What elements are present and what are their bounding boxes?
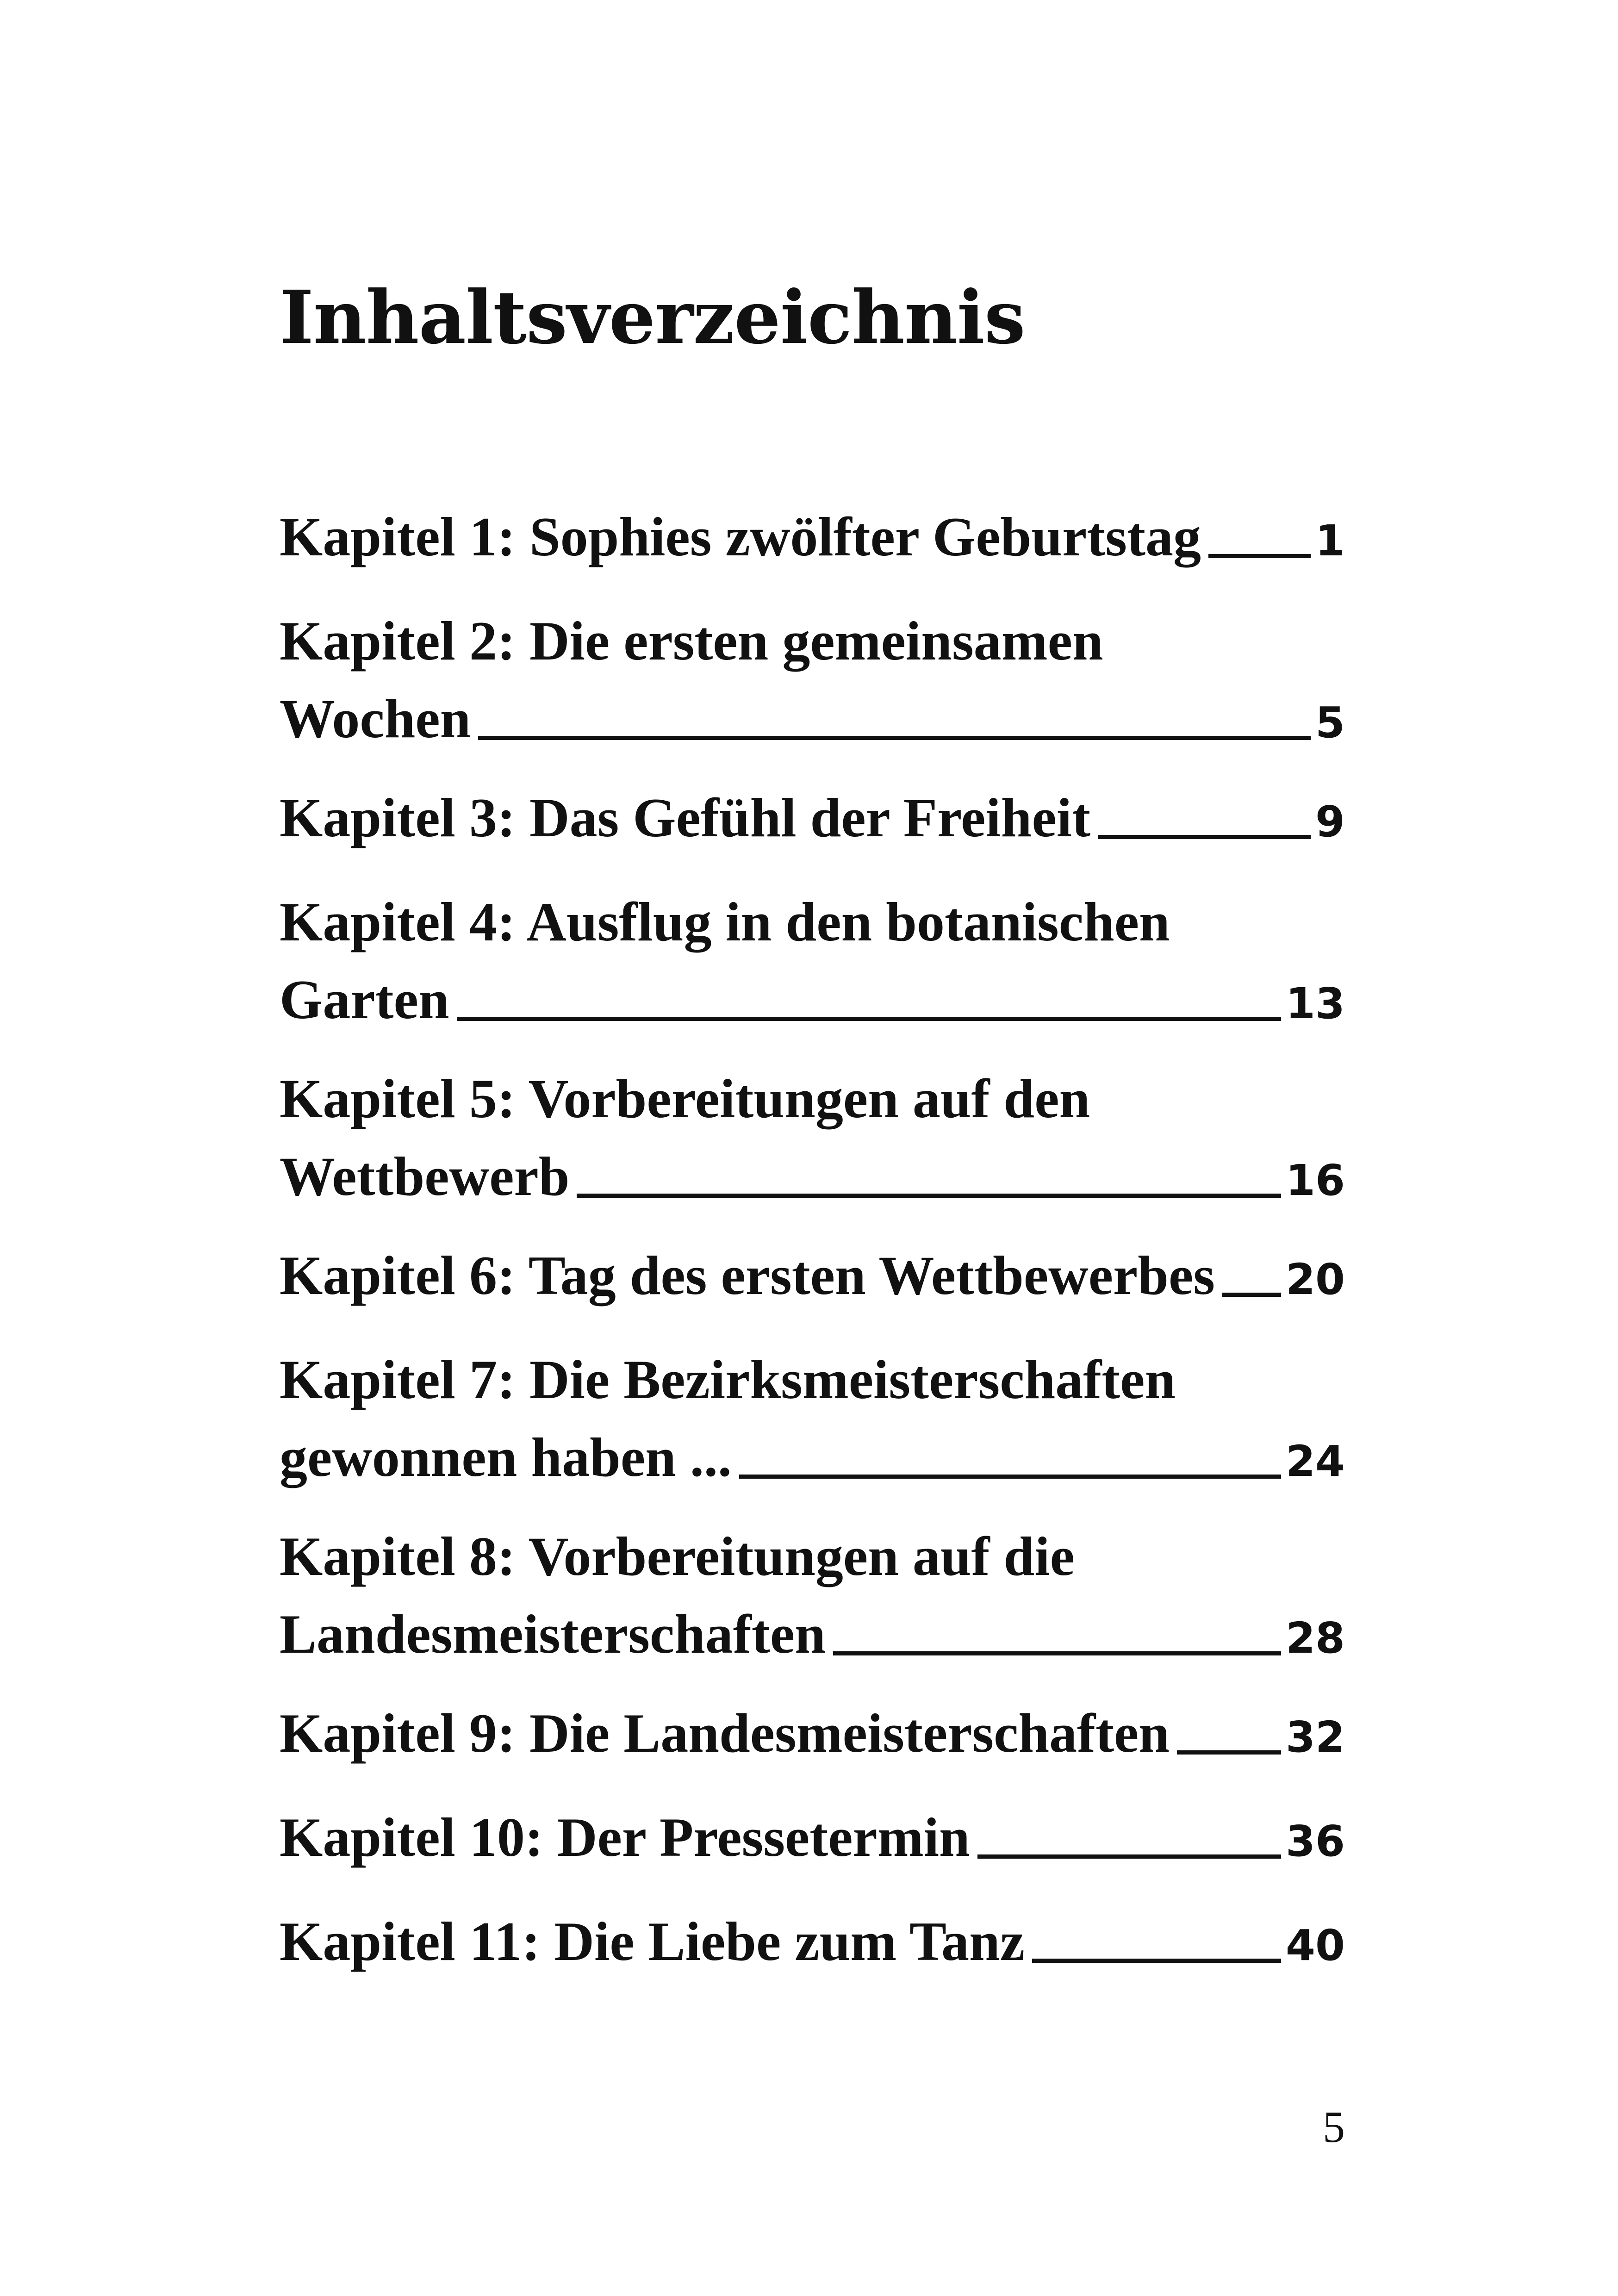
- toc-entry-3: [280, 762, 1345, 866]
- toc-entry-label: Kapitel 1: Sophies zwölfter Geburtstag: [280, 506, 1201, 567]
- toc-entry-11: [280, 1886, 1345, 1990]
- toc-entry-9: [280, 1678, 1345, 1782]
- toc-entry-label: Kapitel 6: Tag des ersten Wettbewerbes: [280, 1244, 1215, 1306]
- toc-entry-10: [280, 1782, 1345, 1886]
- toc-page-number: 9: [1315, 797, 1345, 846]
- toc-entry-label-continued: Garten: [280, 969, 449, 1030]
- toc-page-number: 24: [1285, 1437, 1345, 1486]
- toc-entry-7: [280, 1324, 1345, 1501]
- toc-entry-4: [280, 866, 1345, 1043]
- toc-leader-line: [1032, 1959, 1281, 1963]
- toc-leader-line: [478, 736, 1311, 740]
- toc-page-number: 5: [1315, 698, 1345, 747]
- toc-entry-1: [280, 481, 1345, 585]
- toc-leader-line: [577, 1194, 1281, 1198]
- page-title: Inhaltsverzeichnis: [280, 275, 1025, 361]
- toc-page-number: 32: [1285, 1712, 1345, 1762]
- toc-entry-label: Kapitel 11: Die Liebe zum Tanz: [280, 1910, 1025, 1972]
- toc-entry-label-continued: gewonnen haben ...: [280, 1426, 732, 1488]
- toc-entry-label: Kapitel 9: Die Landesmeisterschaften: [280, 1702, 1170, 1764]
- toc-page-number: 16: [1285, 1156, 1345, 1205]
- toc-entry-label-continued: Landesmeisterschaften: [280, 1603, 826, 1665]
- toc-entry-label: Kapitel 4: Ausflug in den botanischen: [280, 891, 1170, 952]
- toc-entry-label: Kapitel 10: Der Pressetermin: [280, 1806, 970, 1868]
- toc-page-number: 20: [1285, 1255, 1345, 1304]
- toc-leader-line: [1222, 1293, 1281, 1297]
- toc-leader-line: [1177, 1750, 1281, 1755]
- toc-leader-line: [833, 1651, 1281, 1655]
- table-of-contents: [280, 481, 1345, 1990]
- toc-leader-line: [1208, 554, 1311, 558]
- toc-entry-6: [280, 1220, 1345, 1324]
- toc-entry-label: Kapitel 7: Die Bezirksmeisterschaften: [280, 1349, 1176, 1410]
- toc-entry-5: [280, 1043, 1345, 1220]
- toc-page-number: 13: [1285, 979, 1345, 1028]
- toc-entry-8: [280, 1501, 1345, 1678]
- toc-page-number: 36: [1285, 1817, 1345, 1866]
- toc-leader-line: [1098, 835, 1311, 839]
- toc-page-number: 28: [1285, 1613, 1345, 1663]
- toc-entry-label-continued: Wochen: [280, 688, 471, 749]
- toc-entry-label: Kapitel 2: Die ersten gemeinsamen: [280, 610, 1103, 672]
- toc-entry-label: Kapitel 3: Das Gefühl der Freiheit: [280, 787, 1091, 848]
- toc-entry-label-continued: Wettbewerb: [280, 1145, 570, 1207]
- toc-entry-label: Kapitel 8: Vorbereitungen auf die: [280, 1525, 1075, 1587]
- toc-entry-label: Kapitel 5: Vorbereitungen auf den: [280, 1068, 1090, 1129]
- toc-leader-line: [457, 1017, 1281, 1021]
- toc-entry-2: [280, 585, 1345, 762]
- toc-leader-line: [739, 1475, 1281, 1479]
- toc-page-number: 1: [1315, 516, 1345, 566]
- toc-leader-line: [977, 1854, 1281, 1859]
- page-number: 5: [1323, 2102, 1345, 2152]
- toc-page-number: 40: [1285, 1921, 1345, 1970]
